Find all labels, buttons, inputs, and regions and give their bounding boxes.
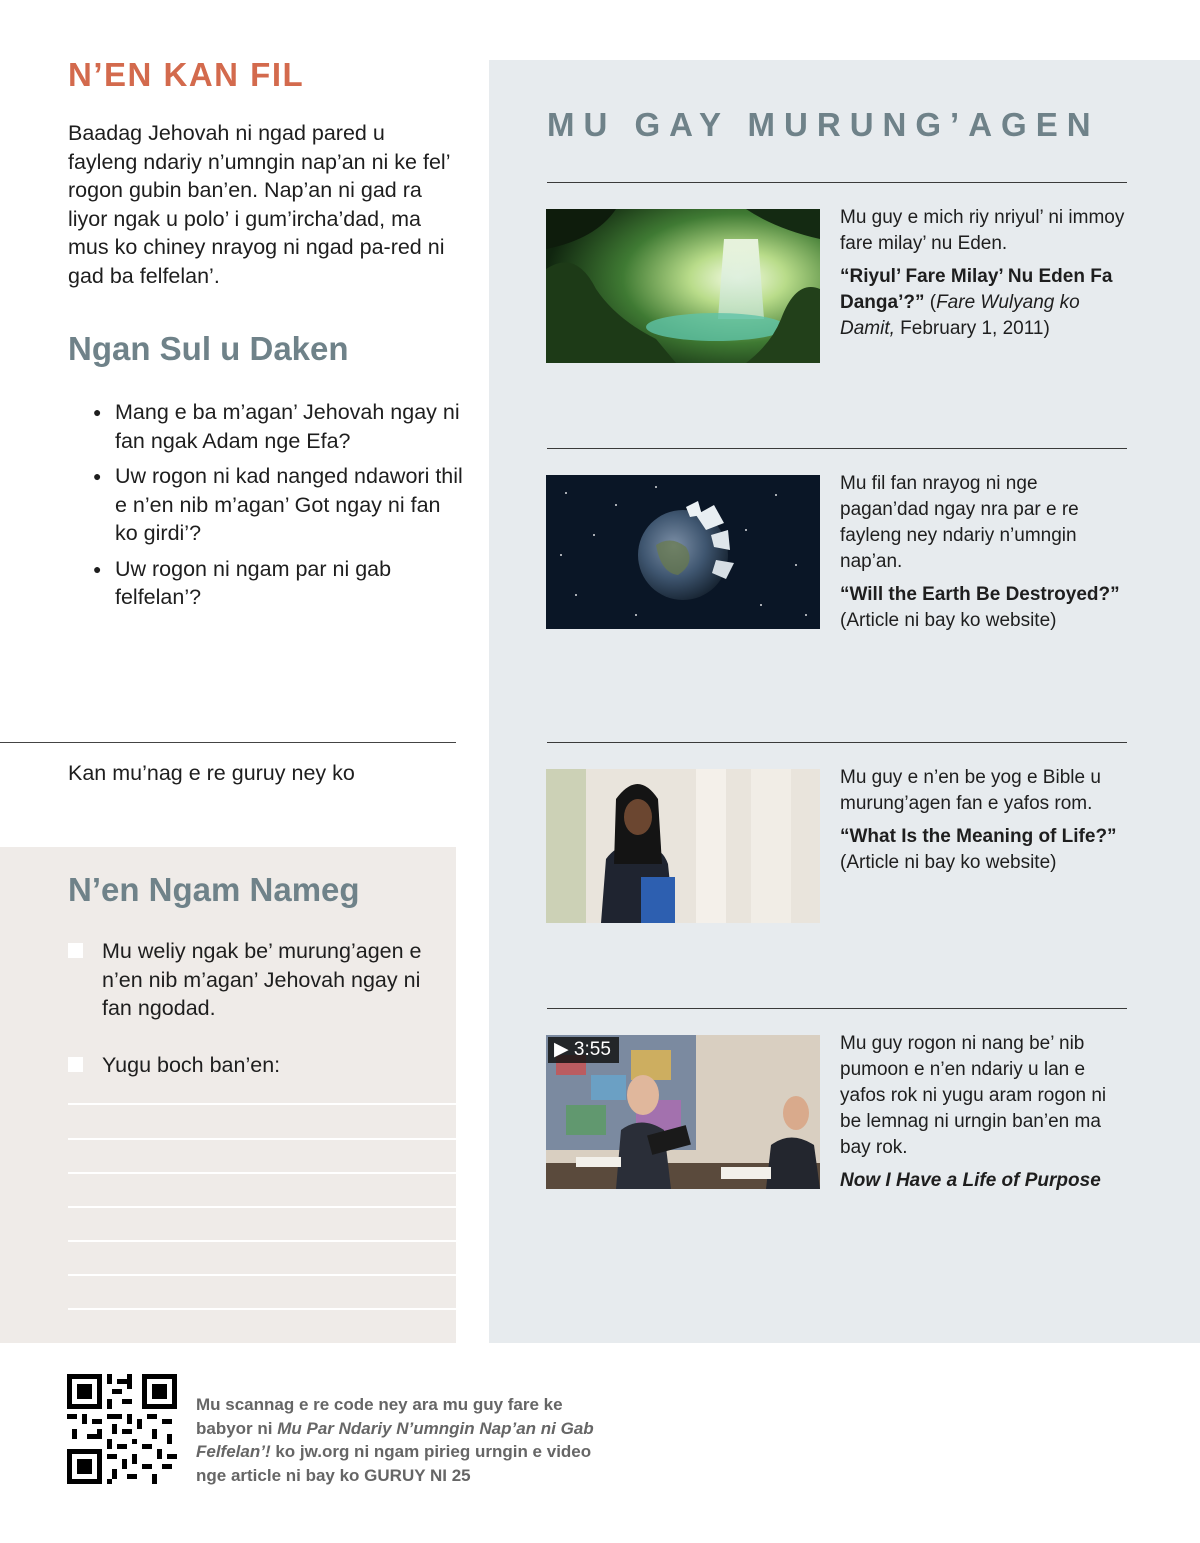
footer-text-part: Mu scannag e re code ney ara mu guy fare ke babyor ni — [196, 1395, 563, 1438]
explore-panel — [489, 60, 1200, 1343]
shattered-earth-image[interactable] — [546, 475, 820, 629]
goal-item-label: Mu weliy ngak be’ murung’agen e n’en nib m’agan’ Jehovah ngay ni fan ngodad. — [102, 939, 422, 1020]
goal-checkbox[interactable] — [68, 943, 83, 958]
video-duration-badge — [548, 1037, 619, 1063]
review-question: ● Uw rogon ni ngam par ni gab felfelan’? — [93, 555, 463, 612]
divider — [0, 742, 456, 743]
writing-line[interactable] — [68, 1103, 456, 1105]
explore-heading: MU GAY MURUNG’AGEN — [547, 106, 1100, 143]
woman-with-folder-image[interactable] — [546, 769, 820, 923]
completion-date-label: Kan mu’nag e re guruy ney ko — [68, 761, 355, 785]
review-heading: Ngan Sul u Daken — [68, 330, 349, 367]
explore-item-description: Mu guy rogon ni nang be’ nib pumoon e n’en ndariy u lan e yafos rok ni yugu aram rogon ni be lemnag ni urngin ban’en ma bay rok. — [840, 1033, 1107, 1158]
writing-line[interactable] — [68, 1138, 456, 1140]
explore-item-source: Fare Wulyang ko Damit, — [840, 292, 1080, 339]
explore-item-title[interactable]: “Riyul’ Fare Milay’ Nu Eden Fa Danga’?” — [840, 266, 1113, 313]
explore-item-source: (Article ni bay ko website) — [840, 610, 1057, 631]
explore-item-description: Mu guy e mich riy nriyul’ ni immoy fare milay’ nu Eden. — [840, 207, 1125, 254]
book-title: Mu Par Ndariy N’umngin Nap’an ni Gab Felfelan’! — [196, 1418, 594, 1461]
explore-item-text — [840, 765, 1125, 876]
review-question: ● Mang e ba m’agan’ Jehovah ngay ni fan ngak Adam nge Efa? — [93, 398, 463, 455]
goal-item-label: Yugu boch ban’en: — [102, 1053, 281, 1077]
footer-note — [196, 1393, 596, 1487]
goal-heading: N’en Ngam Nameg — [68, 871, 360, 908]
divider — [547, 742, 1127, 743]
explore-item-title[interactable]: Now I Have a Life of Purpose — [840, 1170, 1101, 1191]
footer-text-part: ko jw.org ni ngam pirieg urngin e video nge article ni bay ko GURUY NI 25 — [196, 1442, 592, 1485]
goal-box — [0, 847, 456, 1343]
explore-item-text — [840, 205, 1125, 342]
divider — [547, 448, 1127, 449]
video-thumbnail[interactable] — [546, 1035, 820, 1189]
summary-heading: N’EN KAN FIL — [68, 56, 305, 93]
explore-item-reference[interactable] — [840, 1168, 1125, 1194]
divider — [547, 182, 1127, 183]
explore-item-date: February 1, 2011) — [894, 318, 1050, 339]
explore-item-reference[interactable] — [840, 582, 1125, 634]
summary-paragraph: Baadag Jehovah ni ngad pared u fayleng ndariy n’umngin nap’an ni ke fel’ rogon gubin ban’en. Nap’an ni gad ra liyor ngak u polo’ i gum’ircha’dad, ma mus ko chiney nrayog ni ngad pa-red ni gad ba felfelan’. — [68, 121, 450, 288]
writing-line[interactable] — [68, 1240, 456, 1242]
divider — [547, 1008, 1127, 1009]
explore-item-text — [840, 1031, 1125, 1194]
explore-item-description: Mu fil fan nrayog ni nge pagan’dad ngay nra par e re fayleng ney ndariy n’umngin nap’an. — [840, 473, 1079, 572]
review-question-list — [93, 398, 463, 619]
writing-line[interactable] — [68, 1206, 456, 1208]
writing-line[interactable] — [68, 1172, 456, 1174]
paradise-waterfall-image[interactable] — [546, 209, 820, 363]
review-question: ● Uw rogon ni kad nanged ndawori thil e n’en nib m’agan’ Got ngay ni fan ko girdi’? — [93, 462, 463, 548]
writing-line[interactable] — [68, 1308, 456, 1310]
explore-item-title[interactable]: “Will the Earth Be Destroyed?” — [840, 584, 1120, 605]
explore-item-description: Mu guy e n’en be yog e Bible u murung’agen fan e yafos rom. — [840, 767, 1101, 814]
explore-item-text — [840, 471, 1125, 634]
explore-item-source: (Article ni bay ko website) — [840, 852, 1057, 873]
explore-item-reference[interactable]: “Riyul’ Fare Milay’ Nu Eden Fa Danga’?” (Fare Wulyang ko Damit, February 1, 2011) — [840, 266, 1113, 339]
play-icon: ▶ — [554, 1039, 569, 1060]
writing-line[interactable] — [68, 1274, 456, 1276]
video-duration: 3:55 — [573, 1039, 611, 1060]
explore-item-title[interactable]: “What Is the Meaning of Life?” — [840, 826, 1117, 847]
goal-checkbox[interactable] — [68, 1057, 83, 1072]
explore-item-reference[interactable] — [840, 824, 1125, 876]
qr-code[interactable] — [67, 1374, 177, 1484]
